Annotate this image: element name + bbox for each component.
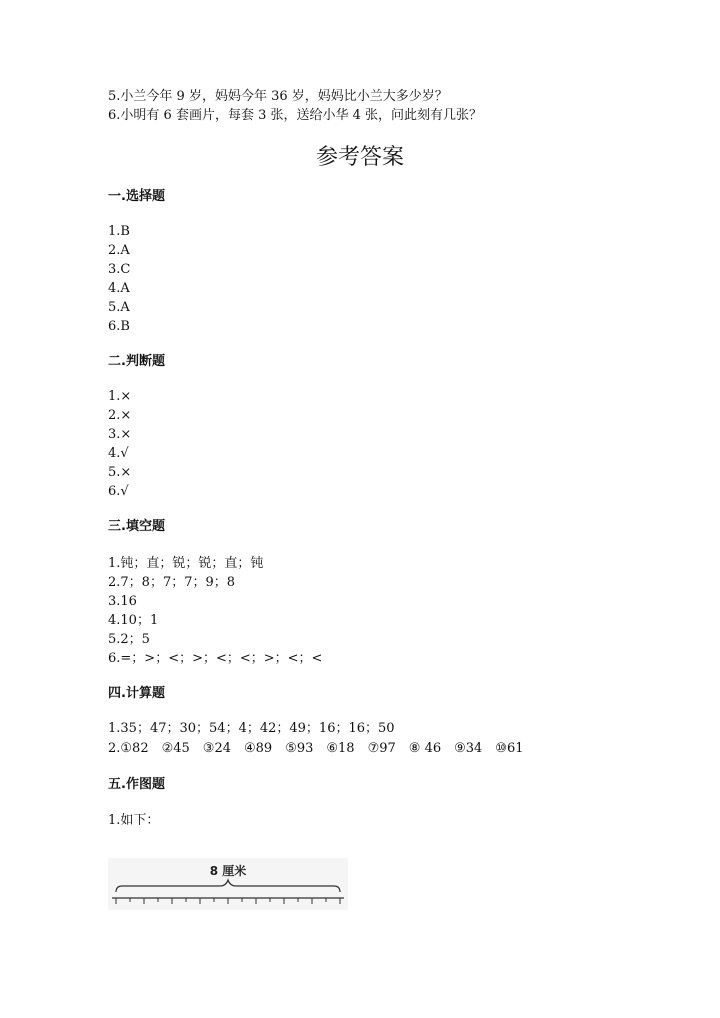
ruler-drawing xyxy=(108,858,348,910)
answer-item: 3.C xyxy=(108,262,131,277)
section-heading-calc: 四.计算题 xyxy=(108,686,165,701)
answer-item: 3.× xyxy=(108,427,132,442)
answer-item: 2.A xyxy=(108,243,130,258)
question-6: 6.小明有 6 套画片，每套 3 张，送给小华 4 张，问此刻有几张？ xyxy=(108,108,483,123)
brace xyxy=(116,880,340,892)
answer-item: 4.√ xyxy=(108,446,129,461)
answer-item: 3.16 xyxy=(108,594,137,609)
answer-item: 2.× xyxy=(108,408,132,423)
answer-title: 参考答案 xyxy=(315,145,404,170)
ruler-ticks xyxy=(116,898,340,904)
answer-item: 6.√ xyxy=(108,484,129,499)
answer-item: 5.2；5 xyxy=(108,632,150,647)
answer-item: 5.× xyxy=(108,465,132,480)
answer-item: 1.如下： xyxy=(108,813,160,828)
ruler-figure xyxy=(108,858,348,910)
ruler-label: 8 厘米 xyxy=(209,864,247,878)
answer-item: 2.①82 ②45 ③24 ④89 ⑤93 ⑥18 ⑦97 ⑧ 46 ⑨34 ⑩61 xyxy=(108,741,524,756)
answer-item: 4.A xyxy=(108,281,130,296)
section-heading-choice: 一.选择题 xyxy=(108,189,165,204)
question-5: 5.小兰今年 9 岁，妈妈今年 36 岁，妈妈比小兰大多少岁？ xyxy=(108,89,448,104)
answer-item: 6.B xyxy=(108,319,130,334)
answer-item: 6.=；>；<；>；<；<；>；<；< xyxy=(108,651,323,666)
answer-item: 1.B xyxy=(108,224,130,239)
answer-item: 1.× xyxy=(108,389,132,404)
section-heading-fill: 三.填空题 xyxy=(108,519,165,534)
section-heading-draw: 五.作图题 xyxy=(108,777,165,792)
answer-item: 1.钝；直；锐；锐；直；钝 xyxy=(108,556,264,571)
answer-item: 2.7；8；7；7；9；8 xyxy=(108,575,236,590)
answer-item: 1.35；47；30；54；4；42；49；16；16；50 xyxy=(108,721,395,736)
section-heading-judge: 二.判断题 xyxy=(108,354,165,369)
answer-item: 4.10；1 xyxy=(108,613,159,628)
answer-item: 5.A xyxy=(108,300,130,315)
